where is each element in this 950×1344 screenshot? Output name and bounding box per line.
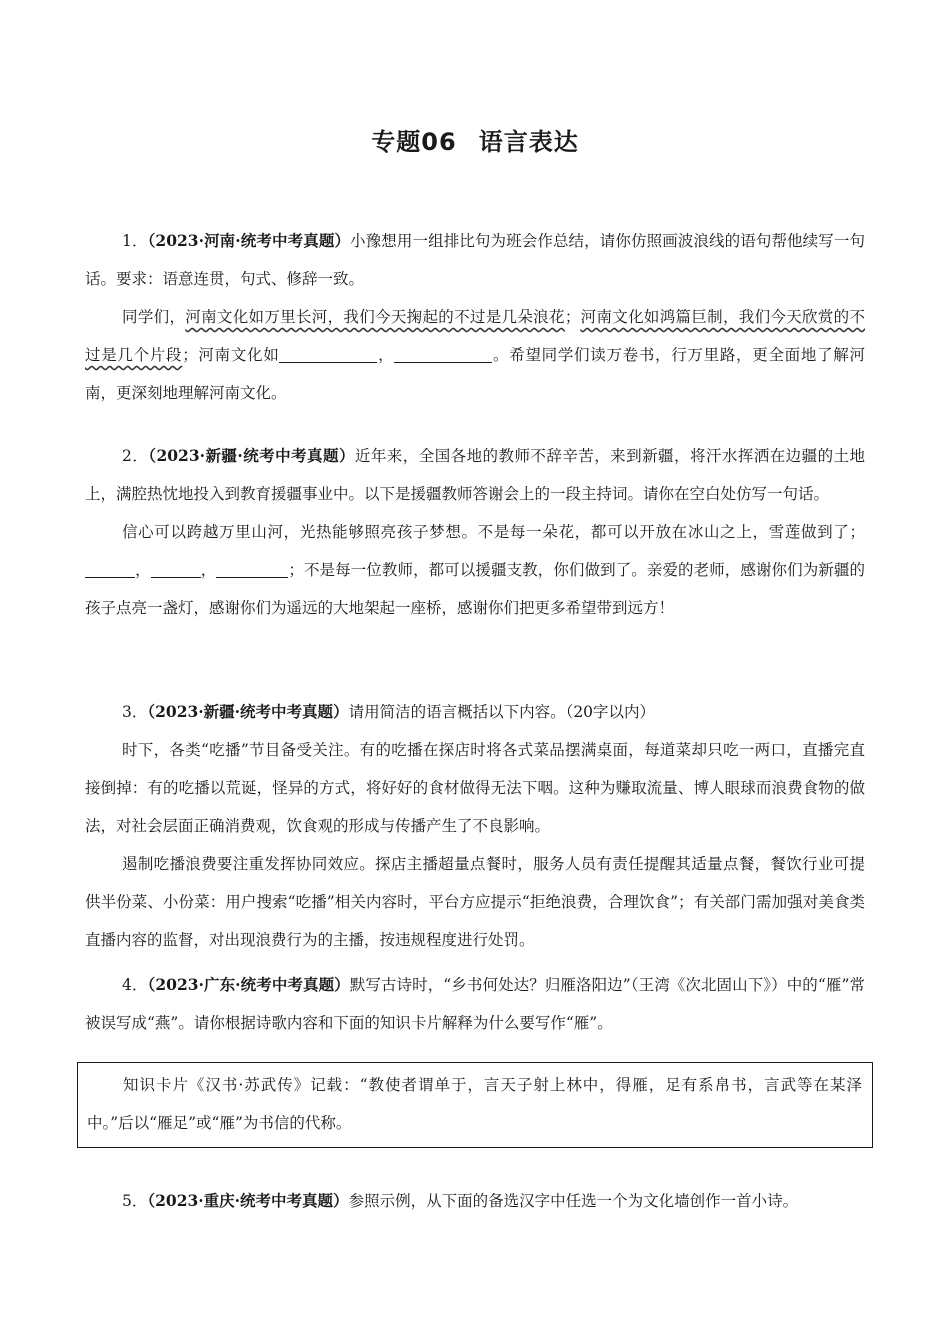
q2-passage-part: ， — [200, 561, 217, 579]
answer-blank[interactable] — [394, 344, 492, 363]
question-4-stem — [85, 966, 865, 1042]
question-2 — [85, 437, 865, 627]
question-1-stem-text: 小豫想用一组排比句为班会作总结，请你仿照画波浪线的语句帮他续写一句话。要求：语意连贯，句式、修辞一致。 — [85, 232, 865, 288]
q2-passage-part: ， — [135, 561, 151, 579]
question-2-passage — [85, 513, 865, 627]
question-2-stem-text: 近年来，全国各地的教师不辞辛苦，来到新疆，将汗水挥洒在边疆的土地上，满腔热忱地投入到教育援疆事业中。以下是援疆教师答谢会上的一段主持词。请你在空白处仿写一句话。 — [85, 447, 865, 503]
wavy-underlined-sentence: 河南文化如万里长河，我们今天掬起的不过是几朵浪花 — [185, 308, 565, 326]
question-3-number: 3． — [122, 703, 148, 721]
question-4-source: （2023·广东·统考中考真题） — [147, 975, 350, 994]
question-1-passage — [85, 298, 865, 412]
question-4-stem-text: 默写古诗时，“乡书何处达？归雁洛阳边”（王湾《次北固山下》）中的“雁”常被误写成“燕”。请你根据诗歌内容和下面的知识卡片解释为什么要写作“雁”。 — [85, 976, 866, 1032]
q1-passage-part: ； — [564, 308, 581, 326]
answer-blank[interactable] — [151, 559, 201, 578]
question-4-number: 4． — [122, 976, 148, 994]
q1-passage-part: ；河南文化如 — [182, 346, 280, 364]
question-1-number: 1． — [122, 232, 148, 250]
question-4 — [85, 966, 865, 1042]
answer-blank[interactable] — [216, 559, 288, 578]
q1-passage-part: ， — [377, 346, 395, 364]
question-5-stem — [85, 1182, 865, 1220]
answer-blank[interactable] — [85, 559, 135, 578]
page-title — [0, 122, 950, 157]
question-3 — [85, 693, 865, 959]
question-3-stem-text: 请用简洁的语言概括以下内容。（20字以内） — [348, 703, 656, 721]
knowledge-card — [77, 1062, 873, 1148]
title-main: 专题06 — [371, 128, 457, 156]
question-2-number: 2． — [122, 447, 149, 465]
q2-passage-part: ；不是每一位教师，都可以援疆支教，你们做到了。亲爱的老师，感谢你们为新疆的孩子点亮一盏灯，感谢你们为遥远的大地架起一座桥，感谢你们把更多希望带到远方！ — [85, 561, 865, 617]
title-sub: 语言表达 — [478, 128, 579, 156]
question-3-stem — [85, 693, 865, 731]
question-3-paragraph-1: 时下，各类“吃播”节目备受关注。有的吃播在探店时将各式菜品摆满桌面，每道菜却只吃一两口，直播完直接倒掉：有的吃播以荒诞，怪异的方式，将好好的食材做得无法下咽。这种为赚取流量、博人眼球而浪费食物的做法，对社会层面正确消费观，饮食观的形成与传播产生了不良影响。 — [85, 741, 865, 835]
question-1-stem — [85, 222, 865, 298]
question-1-source: （2023·河南·统考中考真题） — [147, 231, 351, 250]
question-5-source: （2023·重庆·统考中考真题） — [147, 1191, 349, 1210]
question-2-source: （2023·新疆·统考中考真题） — [148, 446, 355, 465]
q1-passage-part: 。希望同学们读万卷书，行万里路，更全面地了解河南，更深刻地理解河南文化。 — [85, 346, 865, 402]
question-1 — [85, 222, 865, 412]
question-5 — [85, 1182, 865, 1220]
question-3-source: （2023·新疆·统考中考真题） — [147, 702, 349, 721]
answer-blank[interactable] — [279, 344, 377, 363]
q2-passage-part: 信心可以跨越万里山河，光热能够照亮孩子梦想。不是每一朵花，都可以开放在冰山之上，雪莲做到了； — [122, 523, 865, 541]
question-2-stem — [85, 437, 865, 513]
wavy-underlined-sentence: 河南文化如鸿篇巨制，我们今天欣赏的不过是几个片段 — [85, 308, 865, 364]
knowledge-card-text: 知识卡片《汉书·苏武传》记载：“教使者谓单于，言天子射上林中，得雁，足有系帛书，言武等在某泽中。”后以“雁足”或“雁”为书信的代称。 — [87, 1076, 862, 1132]
question-5-number: 5． — [122, 1192, 148, 1210]
q1-passage-part: 同学们， — [122, 308, 186, 326]
question-3-paragraph-2: 遏制吃播浪费要注重发挥协同效应。探店主播超量点餐时，服务人员有责任提醒其适量点餐，餐饮行业可提供半份菜、小份菜：用户搜索“吃播”相关内容时，平台方应提示“拒绝浪费，合理饮食”；有关部门需加强对美食类直播内容的监督，对出现浪费行为的主播，按违规程度进行处罚。 — [85, 855, 865, 949]
question-5-stem-text: 参照示例，从下面的备选汉字中任选一个为文化墙创作一首小诗。 — [348, 1192, 799, 1210]
